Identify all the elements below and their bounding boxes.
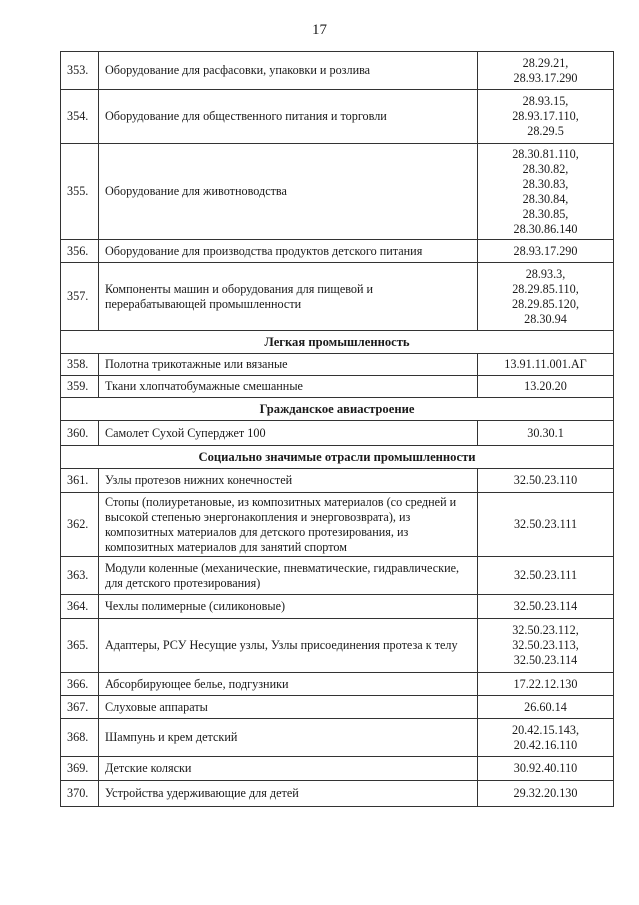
okpd-code: 13.91.11.001.АГ — [504, 357, 587, 371]
okpd-code: 28.29.85.120, — [511, 296, 580, 311]
okpd-codes — [478, 557, 614, 595]
product-name: Оборудование для общественного питания и торговли — [99, 90, 478, 144]
okpd-codes — [478, 263, 614, 331]
section-title: Гражданское авиастроение — [61, 398, 614, 421]
row-number: 353. — [61, 52, 99, 90]
product-name: Стопы (полиуретановые, из композитных материалов (со средней и высокой степенью энергонакопления и энерговозврата), из композитных материалов для детского протезирования, из композитных материалов для занятий спортом — [99, 493, 478, 557]
table-row — [61, 619, 614, 673]
okpd-code: 17.22.12.130 — [513, 676, 578, 691]
okpd-code: 28.93.17.290 — [513, 70, 578, 85]
row-number: 370. — [61, 781, 99, 807]
okpd-code: 13.20.20 — [524, 379, 567, 393]
row-number: 362. — [61, 493, 99, 557]
table-row — [61, 781, 614, 807]
okpd-codes — [478, 90, 614, 144]
table-row — [61, 52, 614, 90]
okpd-code: 32.50.23.111 — [513, 517, 578, 531]
product-name: Самолет Сухой Суперджет 100 — [99, 421, 478, 446]
okpd-codes — [478, 719, 614, 757]
product-name: Оборудование для расфасовки, упаковки и розлива — [99, 52, 478, 90]
product-table — [60, 51, 614, 807]
row-number: 365. — [61, 619, 99, 673]
table-row — [61, 696, 614, 719]
product-name: Ткани хлопчатобумажные смешанные — [99, 376, 478, 398]
okpd-code: 28.93.15, — [522, 94, 569, 108]
product-table-body — [61, 52, 614, 807]
table-row — [61, 144, 614, 240]
product-name: Устройства удерживающие для детей — [99, 781, 478, 807]
table-row — [61, 673, 614, 696]
okpd-code: 28.29.5 — [527, 124, 564, 138]
okpd-code: 32.50.23.111 — [513, 568, 578, 582]
table-row — [61, 493, 614, 557]
row-number: 361. — [61, 469, 99, 493]
okpd-code: 28.29.21, — [522, 55, 569, 70]
table-row — [61, 263, 614, 331]
okpd-codes — [478, 493, 614, 557]
okpd-code: 28.93.17.290 — [513, 243, 578, 258]
okpd-codes — [478, 144, 614, 240]
product-name: Шампунь и крем детский — [99, 719, 478, 757]
okpd-codes — [478, 421, 614, 446]
product-name: Абсорбирующее белье, подгузники — [99, 673, 478, 696]
okpd-code: 30.92.40.110 — [513, 761, 578, 775]
okpd-codes — [478, 240, 614, 263]
okpd-codes — [478, 757, 614, 781]
okpd-code: 28.30.81.110, — [512, 146, 579, 161]
table-row — [61, 595, 614, 619]
product-name: Полотна трикотажные или вязаные — [99, 354, 478, 376]
table-row — [61, 376, 614, 398]
section-header-row — [61, 398, 614, 421]
page-number: 17 — [312, 22, 327, 38]
product-name: Узлы протезов нижних конечностей — [99, 469, 478, 493]
okpd-code: 28.30.83, — [522, 176, 569, 191]
okpd-code: 26.60.14 — [524, 699, 567, 714]
table-row — [61, 240, 614, 263]
row-number: 369. — [61, 757, 99, 781]
row-number: 364. — [61, 595, 99, 619]
okpd-codes — [478, 619, 614, 673]
okpd-code: 32.50.23.114 — [513, 599, 578, 613]
okpd-codes — [478, 673, 614, 696]
okpd-code: 20.42.16.110 — [513, 737, 578, 752]
okpd-codes — [478, 354, 614, 376]
okpd-codes — [478, 469, 614, 493]
row-number: 358. — [61, 354, 99, 376]
product-name: Компоненты машин и оборудования для пищевой и перерабатывающей промышленности — [99, 263, 478, 331]
okpd-code: 30.30.1 — [527, 425, 564, 440]
table-row — [61, 719, 614, 757]
table-row — [61, 90, 614, 144]
product-name: Оборудование для производства продуктов детского питания — [99, 240, 478, 263]
okpd-code: 28.30.86.140 — [513, 221, 578, 236]
row-number: 363. — [61, 557, 99, 595]
okpd-code: 28.30.84, — [522, 191, 569, 206]
okpd-code: 28.29.85.110, — [512, 281, 579, 296]
row-number: 368. — [61, 719, 99, 757]
okpd-codes — [478, 376, 614, 398]
row-number: 360. — [61, 421, 99, 446]
table-row — [61, 469, 614, 493]
row-number: 367. — [61, 696, 99, 719]
okpd-code: 28.30.85, — [522, 206, 569, 221]
row-number: 356. — [61, 240, 99, 263]
table-row — [61, 557, 614, 595]
okpd-codes — [478, 52, 614, 90]
okpd-code: 32.50.23.112, — [512, 623, 579, 637]
okpd-code: 29.32.20.130 — [513, 786, 578, 800]
okpd-code: 32.50.23.110 — [513, 473, 578, 487]
product-name: Чехлы полимерные (силиконовые) — [99, 595, 478, 619]
okpd-code: 32.50.23.113, — [512, 638, 579, 652]
okpd-code: 28.30.82, — [522, 161, 569, 176]
section-title: Социально значимые отрасли промышленности — [61, 446, 614, 469]
okpd-codes — [478, 696, 614, 719]
okpd-code: 28.93.17.110, — [512, 109, 579, 123]
section-title: Легкая промышленность — [61, 331, 614, 354]
section-header-row — [61, 331, 614, 354]
row-number: 359. — [61, 376, 99, 398]
row-number: 355. — [61, 144, 99, 240]
row-number: 357. — [61, 263, 99, 331]
table-row — [61, 757, 614, 781]
product-name: Адаптеры, РСУ Несущие узлы, Узлы присоединения протеза к телу — [99, 619, 478, 673]
section-header-row — [61, 446, 614, 469]
product-name: Слуховые аппараты — [99, 696, 478, 719]
okpd-code: 32.50.23.114 — [513, 653, 578, 667]
okpd-code: 28.30.94 — [524, 311, 567, 326]
product-name: Детские коляски — [99, 757, 478, 781]
okpd-code: 28.93.3, — [525, 266, 566, 281]
table-row — [61, 421, 614, 446]
row-number: 366. — [61, 673, 99, 696]
product-name: Модули коленные (механические, пневматические, гидравлические, для детского протезирования) — [99, 557, 478, 595]
table-row — [61, 354, 614, 376]
row-number: 354. — [61, 90, 99, 144]
product-name: Оборудование для животноводства — [99, 144, 478, 240]
okpd-codes — [478, 781, 614, 807]
okpd-code: 20.42.15.143, — [511, 722, 580, 737]
okpd-codes — [478, 595, 614, 619]
